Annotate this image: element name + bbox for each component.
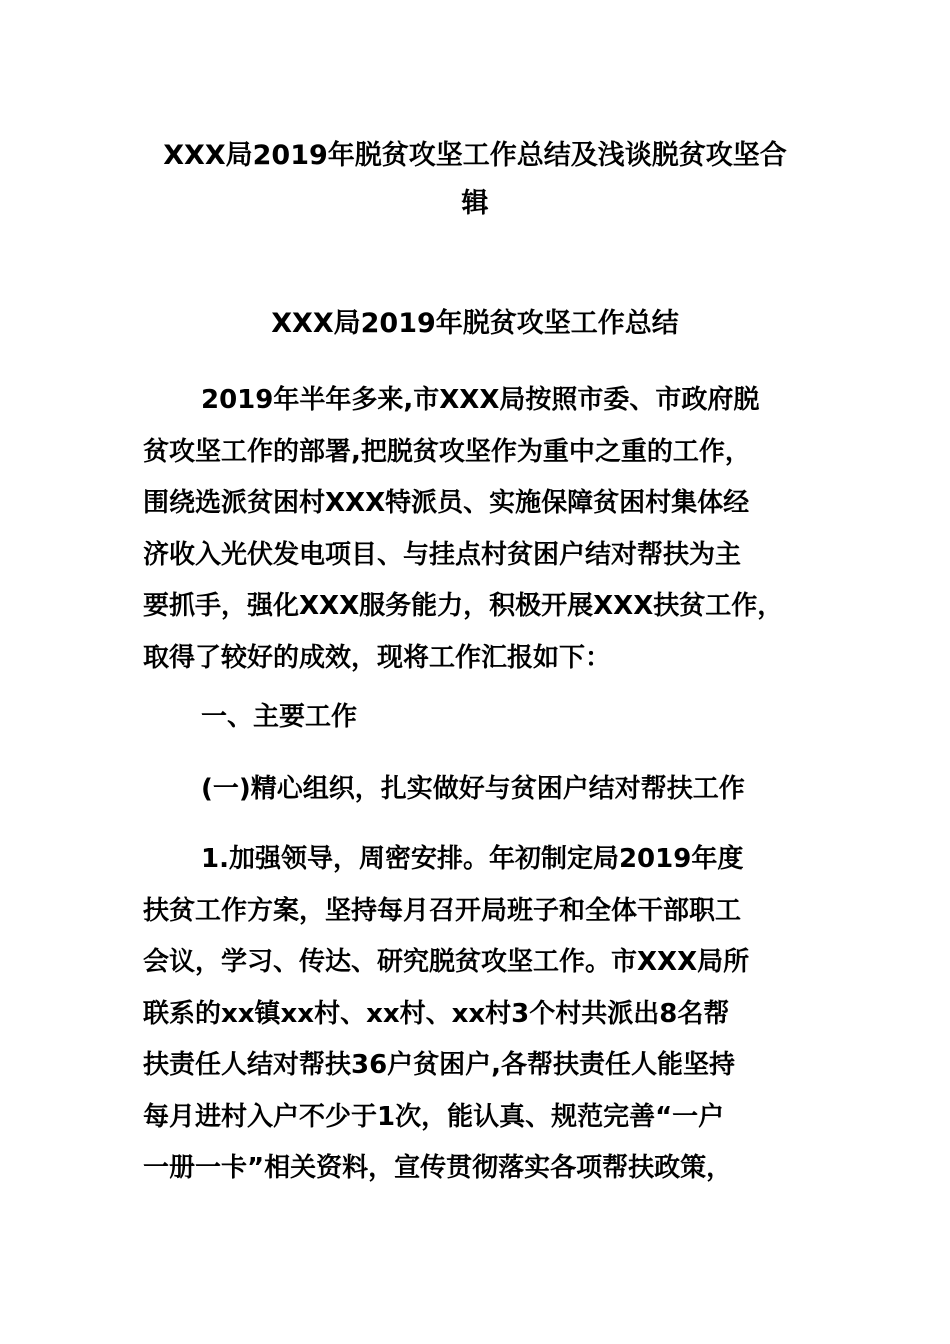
heading-line: (一)精心组织，扎实做好与贫困户结对帮扶工作 — [201, 774, 745, 804]
paragraph-line: 1.加强领导，周密安排。年初制定局2019年度 — [201, 844, 744, 874]
document-title — [130, 132, 820, 228]
heading-line: 一、主要工作 — [201, 702, 358, 732]
paragraph-line: 一册一卡”相关资料，宣传贯彻落实各项帮扶政策， — [143, 1153, 733, 1183]
document-title-line: XXX局2019年脱贫攻坚工作总结及浅谈脱贫攻坚合 — [163, 140, 787, 171]
heading-main-work — [143, 692, 823, 744]
paragraph-leadership — [143, 834, 823, 1195]
intro-paragraph — [143, 375, 823, 684]
paragraph-line: 围绕选派贫困村XXX特派员、实施保障贫困村集体经 — [143, 488, 750, 518]
paragraph-line: 扶贫工作方案，坚持每月召开局班子和全体干部职工 — [143, 895, 742, 926]
section-title: XXX局2019年脱贫攻坚工作总结 — [271, 308, 679, 339]
paragraph-line: 2019年半年多来,市XXX局按照市委、市政府脱 — [201, 385, 760, 415]
paragraph-line: 济收入光伏发电项目、与挂点村贫困户结对帮扶为主 — [143, 539, 742, 570]
paragraph-line: 贫攻坚工作的部署,把脱贫攻坚作为重中之重的工作， — [143, 436, 751, 467]
paragraph-line: 联系的xx镇xx村、xx村、xx村3个村共派出8名帮 — [143, 998, 730, 1029]
paragraph-line: 取得了较好的成效，现将工作汇报如下： — [143, 642, 612, 673]
document-title-line: 辑 — [461, 188, 489, 219]
paragraph-line: 扶责任人结对帮扶36户贫困户,各帮扶责任人能坚持 — [143, 1050, 736, 1080]
paragraph-line: 每月进村入户不少于1次，能认真、规范完善“一户 — [143, 1101, 725, 1132]
paragraph-line: 会议，学习、传达、研究脱贫攻坚工作。市XXX局所 — [143, 947, 750, 977]
subheading-pairing-assistance — [143, 764, 823, 816]
paragraph-line: 要抓手，强化XXX服务能力，积极开展XXX扶贫工作， — [143, 591, 784, 621]
